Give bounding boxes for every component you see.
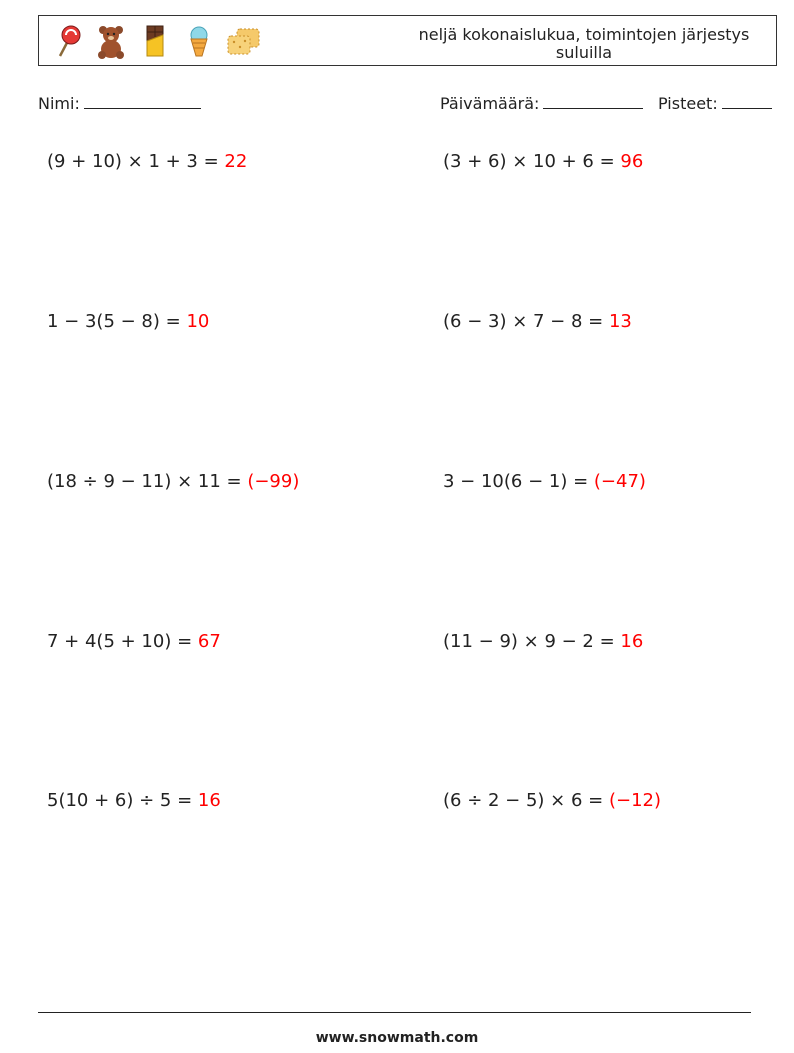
problem-2 <box>443 151 643 172</box>
problem-answer: (−47) <box>593 471 646 492</box>
problem-answer: 67 <box>197 631 221 652</box>
problem-9 <box>47 790 221 811</box>
worksheet-header <box>38 15 777 66</box>
problem-expression: 3 − 10(6 − 1) = <box>443 471 594 492</box>
worksheet-title: neljä kokonaislukua, toimintojen järjestys suluilla <box>418 25 750 62</box>
problem-expression: (6 ÷ 2 − 5) × 6 = <box>443 790 609 811</box>
problem-7 <box>47 631 221 652</box>
icon-row <box>49 22 261 60</box>
problem-expression: (11 − 9) × 9 − 2 = <box>443 631 621 652</box>
problem-answer: (−12) <box>608 790 661 811</box>
problem-answer: 22 <box>224 151 248 172</box>
lollipop-icon <box>49 23 85 59</box>
problem-3 <box>47 311 209 332</box>
footer-divider <box>38 1012 751 1013</box>
footer-url[interactable]: www.snowmath.com <box>315 1030 479 1046</box>
problem-expression: 1 − 3(5 − 8) = <box>47 311 187 332</box>
problem-answer: 13 <box>608 311 632 332</box>
problem-1 <box>47 151 247 172</box>
problem-answer: 10 <box>186 311 210 332</box>
date-label: Päivämäärä: <box>440 94 540 113</box>
problem-5 <box>47 471 299 492</box>
problem-expression: (3 + 6) × 10 + 6 = <box>443 151 621 172</box>
problem-expression: (9 + 10) × 1 + 3 = <box>47 151 225 172</box>
problem-4 <box>443 311 632 332</box>
score-field[interactable] <box>658 94 772 113</box>
score-blank[interactable] <box>722 94 772 109</box>
ice-cream-icon <box>181 23 217 59</box>
problem-answer: 16 <box>197 790 221 811</box>
problem-expression: (18 ÷ 9 − 11) × 11 = <box>47 471 248 492</box>
chocolate-bar-icon <box>137 23 173 59</box>
name-field[interactable] <box>38 94 201 113</box>
problem-answer: 16 <box>620 631 644 652</box>
problem-answer: 96 <box>620 151 644 172</box>
score-label: Pisteet: <box>658 94 718 113</box>
name-label: Nimi: <box>38 94 80 113</box>
problem-expression: 5(10 + 6) ÷ 5 = <box>47 790 198 811</box>
date-field[interactable] <box>440 94 643 113</box>
problem-answer: (−99) <box>247 471 300 492</box>
teddy-bear-icon <box>93 23 129 59</box>
problem-10 <box>443 790 661 811</box>
date-blank[interactable] <box>543 94 643 109</box>
problem-8 <box>443 631 643 652</box>
name-blank[interactable] <box>84 94 201 109</box>
biscuit-icon <box>225 23 261 59</box>
problem-expression: 7 + 4(5 + 10) = <box>47 631 198 652</box>
problem-6 <box>443 471 646 492</box>
problem-expression: (6 − 3) × 7 − 8 = <box>443 311 609 332</box>
